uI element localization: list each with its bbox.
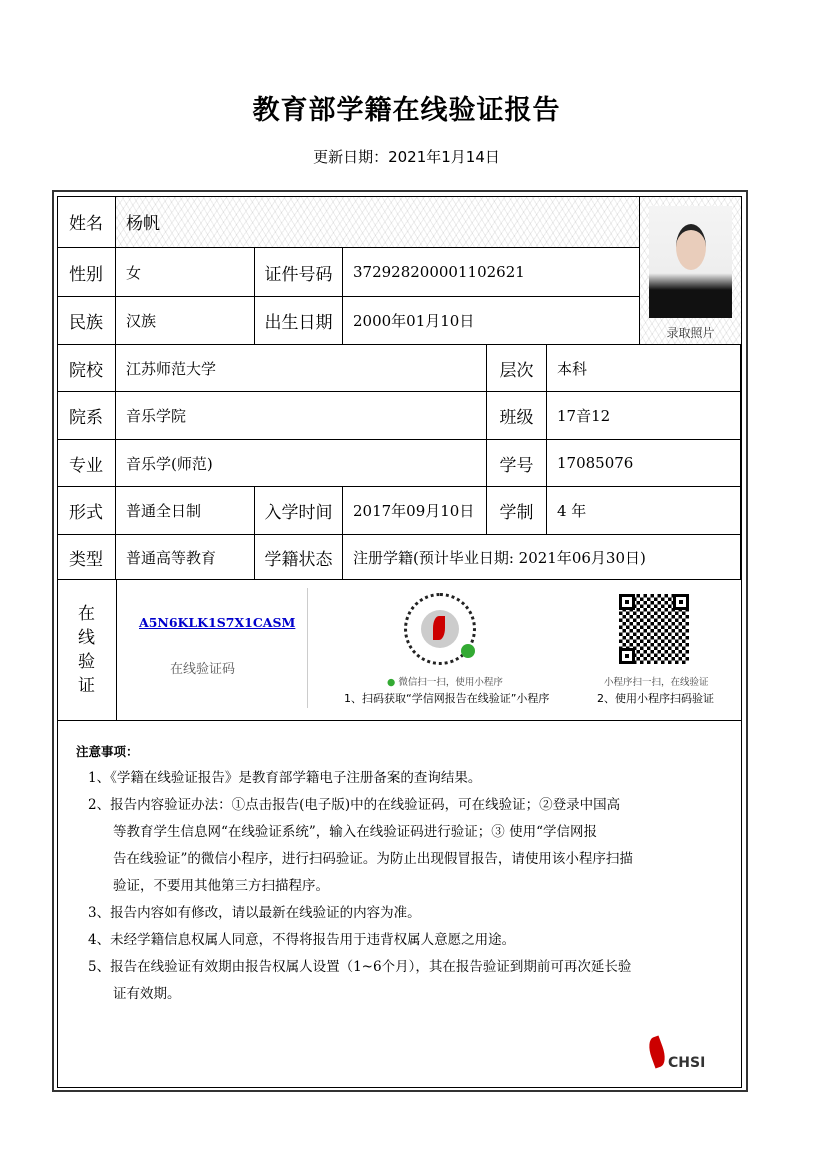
note-line: 验证，不要用其他第三方扫描程序。	[113, 878, 329, 894]
form-value: 普通全日制	[116, 487, 255, 535]
note-line: 1、《学籍在线验证报告》是教育部学籍电子注册备案的查询结果。	[88, 770, 482, 786]
mini-program-scan-hint: 小程序扫一扫，在线验证	[604, 677, 709, 688]
major-value: 音乐学(师范)	[116, 440, 487, 487]
birth-label: 出生日期	[255, 297, 343, 345]
note-line: 证有效期。	[113, 986, 181, 1002]
admission-photo	[640, 196, 741, 345]
wechat-scan-hint-text: 微信扫一扫，使用小程序	[398, 677, 503, 688]
wechat-scan-hint	[387, 674, 503, 688]
status-value: 注册学籍(预计毕业日期: 2021年06月30日)	[343, 535, 741, 580]
student-no-value: 17085076	[547, 440, 741, 487]
note-line: 3、报告内容如有修改，请以最新在线验证的内容为准。	[88, 905, 421, 921]
major-label: 专业	[57, 440, 116, 487]
level-value: 本科	[547, 345, 741, 392]
step-1: 1、扫码获取“学信网报告在线验证”小程序	[344, 692, 550, 705]
verification-label-char: 验	[78, 652, 95, 672]
id-label: 证件号码	[255, 248, 343, 297]
wechat-icon: ●	[387, 677, 396, 688]
note-line: 等教育学生信息网“在线验证系统”，输入在线验证码进行验证；③ 使用“学信网报	[113, 824, 597, 840]
type-label: 类型	[57, 535, 116, 580]
ethnicity-value: 汉族	[116, 297, 255, 345]
notes-section	[76, 738, 716, 1008]
level-label: 层次	[487, 345, 547, 392]
verification-code-link[interactable]: A5N6KLK1S7X1CASM	[139, 615, 296, 630]
duration-label: 学制	[487, 487, 547, 535]
birth-value: 2000年01月10日	[343, 297, 640, 345]
note-line: 2、报告内容验证办法：①点击报告(电子版)中的在线验证码，可在线验证；②登录中国高	[88, 797, 621, 813]
enroll-label: 入学时间	[255, 487, 343, 535]
verification-label-char: 线	[78, 628, 95, 648]
divider	[307, 588, 308, 708]
verification-label-char: 证	[78, 676, 95, 696]
form-label: 形式	[57, 487, 116, 535]
note-line: 5、报告在线验证有效期由报告权属人设置（1~6个月），其在报告验证到期前可再次延长验	[88, 959, 632, 975]
id-value: 372928200001102621	[343, 248, 640, 297]
gender-label: 性别	[57, 248, 116, 297]
dept-value: 音乐学院	[116, 392, 487, 440]
photo-caption: 录取照片	[666, 326, 715, 340]
notes-heading: 注意事项：	[76, 744, 139, 759]
note-line: 4、未经学籍信息权属人同意，不得将报告用于违背权属人意愿之用途。	[88, 932, 516, 948]
update-date: 更新日期：2021年1月14日	[313, 148, 500, 166]
gender-value: 女	[116, 248, 255, 297]
student-no-label: 学号	[487, 440, 547, 487]
report-title: 教育部学籍在线验证报告	[252, 95, 561, 126]
enroll-value: 2017年09月10日	[343, 487, 487, 535]
verification-label-char: 在	[78, 604, 95, 624]
photo-image	[649, 206, 732, 318]
note-line: 告在线验证”的微信小程序，进行扫码验证。为防止出现假冒报告，请使用该小程序扫描	[113, 851, 633, 867]
chsi-logo	[650, 1035, 720, 1075]
school-label: 院校	[57, 345, 116, 392]
verification-code-caption: 在线验证码	[170, 662, 236, 677]
mini-program-code-icon	[404, 593, 476, 665]
name-label: 姓名	[57, 196, 116, 248]
chsi-logo-text: CHSI	[668, 1055, 706, 1071]
name-value: 杨帆	[116, 196, 640, 248]
duration-value: 4 年	[547, 487, 741, 535]
ethnicity-label: 民族	[57, 297, 116, 345]
verification-label	[57, 580, 117, 720]
type-value: 普通高等教育	[116, 535, 255, 580]
online-verification-section	[57, 580, 741, 721]
step-2: 2、使用小程序扫码验证	[597, 692, 714, 705]
school-value: 江苏师范大学	[116, 345, 487, 392]
class-label: 班级	[487, 392, 547, 440]
qr-code-icon	[619, 594, 689, 664]
status-label: 学籍状态	[255, 535, 343, 580]
class-value: 17音12	[547, 392, 741, 440]
dept-label: 院系	[57, 392, 116, 440]
